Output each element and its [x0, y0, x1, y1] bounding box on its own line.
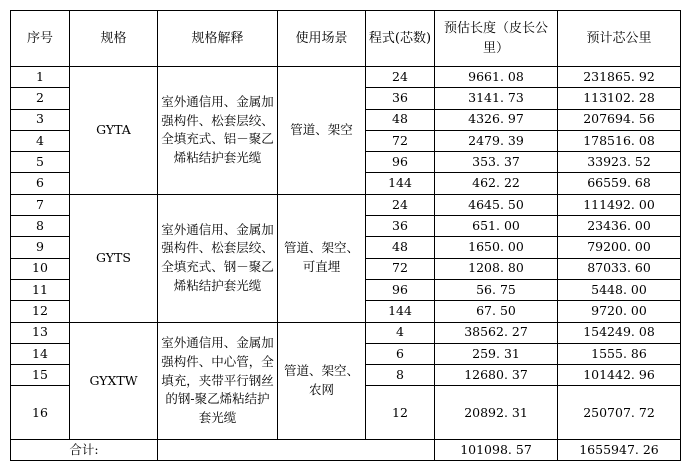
row-seq: 10	[11, 258, 70, 279]
table-body	[11, 11, 681, 461]
row-core-km: 66559. 68	[558, 173, 681, 194]
group-desc: 室外通信用、金属加强构件、松套层绞、全填充式、钢－聚乙烯粘结护套光缆	[158, 194, 278, 322]
row-cores: 48	[366, 109, 435, 130]
table-row	[11, 194, 681, 215]
row-cores: 4	[366, 322, 435, 343]
row-core-km: 1555. 86	[558, 343, 681, 364]
row-seq: 15	[11, 365, 70, 386]
header-cores: 程式(芯数)	[366, 11, 435, 67]
row-core-km: 5448. 00	[558, 279, 681, 300]
row-length: 2479. 39	[435, 130, 558, 151]
row-core-km: 87033. 60	[558, 258, 681, 279]
row-cores: 96	[366, 279, 435, 300]
row-cores: 48	[366, 237, 435, 258]
row-core-km: 113102. 28	[558, 88, 681, 109]
row-core-km: 101442. 96	[558, 365, 681, 386]
header-spec: 规格	[70, 11, 158, 67]
group-desc: 室外通信用、金属加强构件、中心管，全填充，夹带平行钢丝的钢-聚乙烯粘结护套光缆	[158, 322, 278, 440]
header-spec-desc: 规格解释	[158, 11, 278, 67]
row-cores: 96	[366, 152, 435, 173]
total-core-km: 1655947. 26	[558, 440, 681, 461]
row-cores: 72	[366, 258, 435, 279]
header-seq: 序号	[11, 11, 70, 67]
row-core-km: 33923. 52	[558, 152, 681, 173]
row-core-km: 9720. 00	[558, 301, 681, 322]
row-seq: 1	[11, 67, 70, 88]
row-length: 3141. 73	[435, 88, 558, 109]
row-length: 462. 22	[435, 173, 558, 194]
table-row	[11, 67, 681, 88]
row-seq: 12	[11, 301, 70, 322]
row-length: 38562. 27	[435, 322, 558, 343]
row-cores: 72	[366, 130, 435, 151]
header-row	[11, 11, 681, 67]
row-seq: 5	[11, 152, 70, 173]
row-length: 67. 50	[435, 301, 558, 322]
row-length: 651. 00	[435, 216, 558, 237]
row-cores: 144	[366, 173, 435, 194]
group-desc: 室外通信用、金属加强构件、松套层绞、全填充式、铝－聚乙烯粘结护套光缆	[158, 67, 278, 195]
row-cores: 24	[366, 194, 435, 215]
row-core-km: 111492. 00	[558, 194, 681, 215]
row-cores: 6	[366, 343, 435, 364]
row-core-km: 250707. 72	[558, 386, 681, 440]
row-seq: 7	[11, 194, 70, 215]
group-spec: GYTS	[70, 194, 158, 322]
header-scene: 使用场景	[278, 11, 366, 67]
row-seq: 3	[11, 109, 70, 130]
row-cores: 24	[366, 67, 435, 88]
row-seq: 4	[11, 130, 70, 151]
total-length: 101098. 57	[435, 440, 558, 461]
row-length: 4326. 97	[435, 109, 558, 130]
row-core-km: 207694. 56	[558, 109, 681, 130]
row-length: 20892. 31	[435, 386, 558, 440]
total-blank	[158, 440, 435, 461]
group-spec: GYXTW	[70, 322, 158, 440]
row-length: 353. 37	[435, 152, 558, 173]
header-core-km: 预计芯公里	[558, 11, 681, 67]
row-core-km: 178516. 08	[558, 130, 681, 151]
row-seq: 11	[11, 279, 70, 300]
row-seq: 13	[11, 322, 70, 343]
row-length: 4645. 50	[435, 194, 558, 215]
total-label: 合计:	[11, 440, 158, 461]
row-length: 9661. 08	[435, 67, 558, 88]
group-scene: 管道、架空、农网	[278, 322, 366, 440]
row-core-km: 231865. 92	[558, 67, 681, 88]
row-length: 12680. 37	[435, 365, 558, 386]
row-seq: 2	[11, 88, 70, 109]
row-cores: 8	[366, 365, 435, 386]
row-seq: 6	[11, 173, 70, 194]
row-length: 56. 75	[435, 279, 558, 300]
row-core-km: 154249. 08	[558, 322, 681, 343]
row-core-km: 79200. 00	[558, 237, 681, 258]
row-seq: 9	[11, 237, 70, 258]
row-seq: 8	[11, 216, 70, 237]
row-seq: 14	[11, 343, 70, 364]
table-row	[11, 322, 681, 343]
group-scene: 管道、架空、可直埋	[278, 194, 366, 322]
header-length: 预估长度（皮长公里）	[435, 11, 558, 67]
row-length: 259. 31	[435, 343, 558, 364]
row-cores: 12	[366, 386, 435, 440]
row-cores: 144	[366, 301, 435, 322]
row-length: 1650. 00	[435, 237, 558, 258]
row-core-km: 23436. 00	[558, 216, 681, 237]
row-length: 1208. 80	[435, 258, 558, 279]
group-scene: 管道、架空	[278, 67, 366, 195]
cable-spec-table	[10, 10, 681, 461]
total-row	[11, 440, 681, 461]
row-cores: 36	[366, 88, 435, 109]
group-spec: GYTA	[70, 67, 158, 195]
row-seq: 16	[11, 386, 70, 440]
row-cores: 36	[366, 216, 435, 237]
